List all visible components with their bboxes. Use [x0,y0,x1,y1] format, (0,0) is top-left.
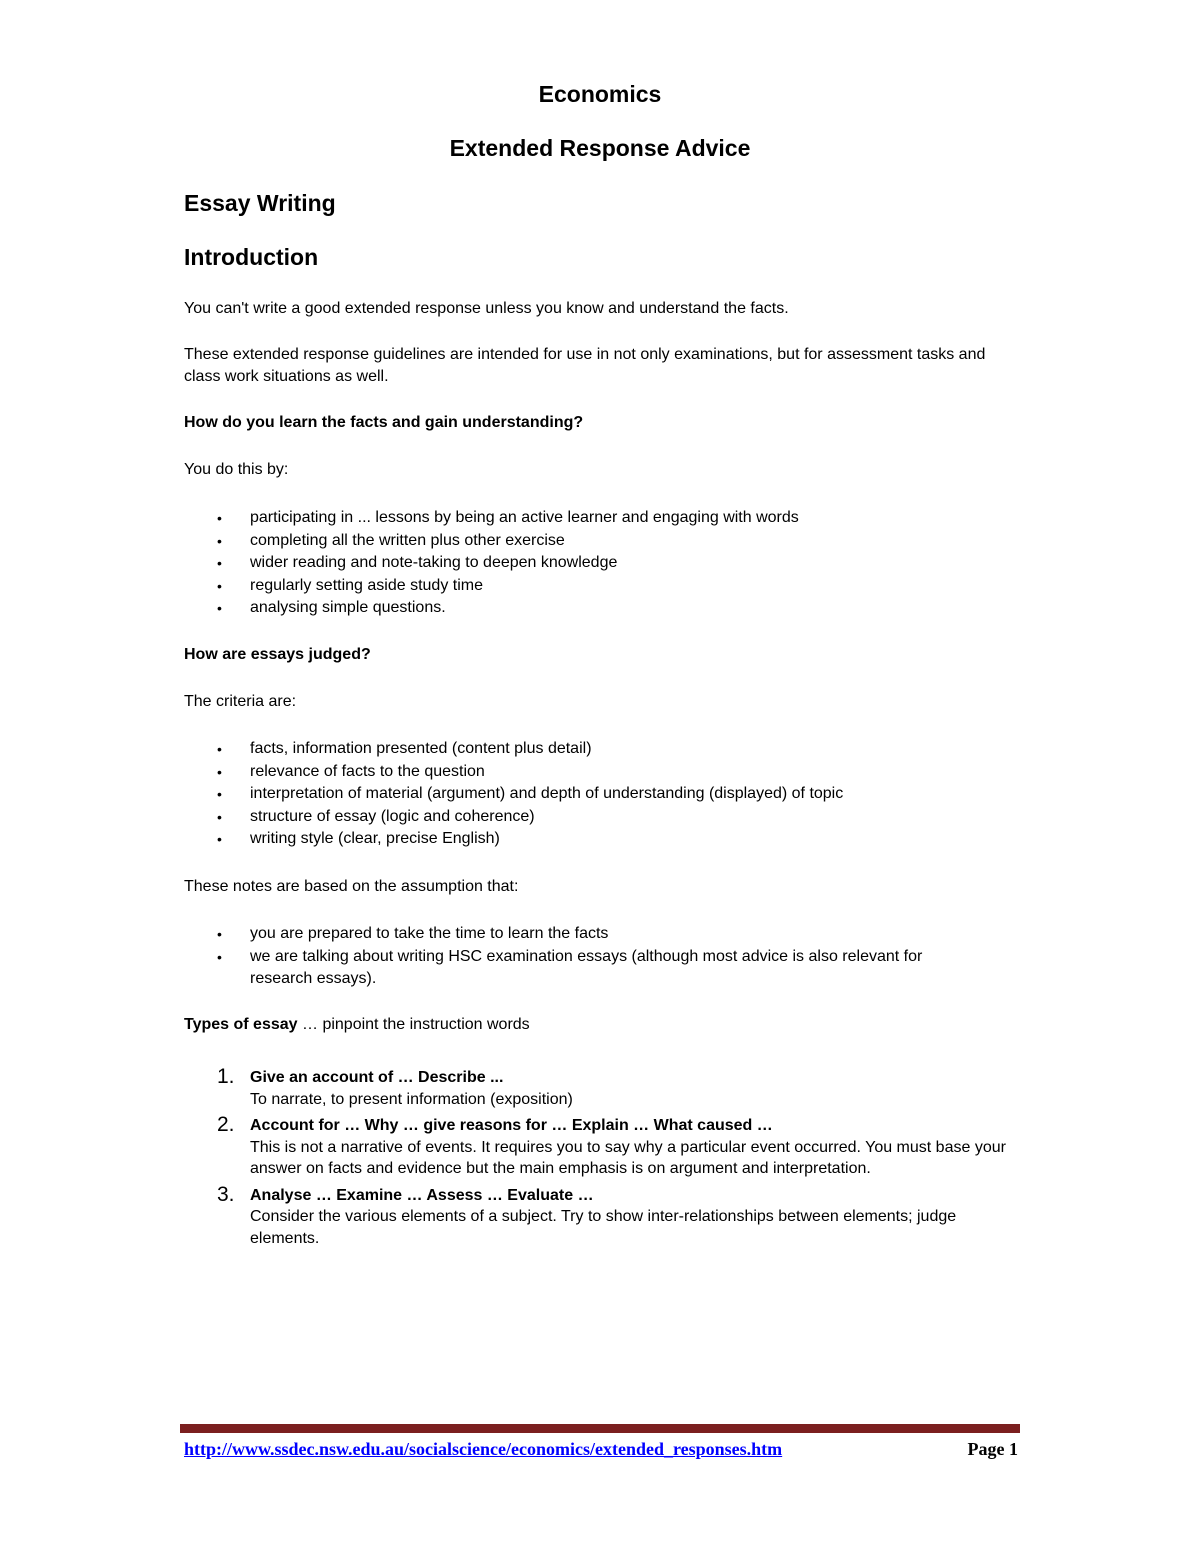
learn-question: How do you learn the facts and gain understanding? [184,414,584,431]
type-heading: Give an account of … Describe ... [250,1069,504,1086]
type-heading: Analyse … Examine … Assess … Evaluate … [250,1186,594,1204]
learn-lead: You do this by: [184,461,289,478]
list-item: • writing style (clear, precise English) [184,828,1024,851]
bullet-icon: • [217,808,222,825]
bullet-icon: • [217,926,222,942]
types-label: Types of essay [184,1016,298,1033]
list-item: • we are talking about writing HSC examination essays (although most advice is also relevant for research essays). [217,947,923,987]
bullet-icon: • [217,532,222,549]
judged-question: How are essays judged? [184,646,371,663]
footer-divider [180,1424,1020,1433]
assumption-list [184,923,984,991]
learn-list [184,507,1024,620]
list-item: • structure of essay (logic and coherence) [184,806,1024,829]
list-item: • regularly setting aside study time [184,575,1024,598]
bullet-icon: • [217,948,222,965]
list-item [184,1067,1024,1110]
bullet-icon: • [217,600,222,616]
item-number: 3. [217,1182,235,1206]
intro-heading: Introduction [184,244,319,270]
list-item: • wider reading and note-taking to deepen knowledge [184,552,1024,575]
bullet-icon: • [217,741,222,757]
bullet-icon: • [217,786,222,802]
type-heading: Account for … Why … give reasons for … Explain … What caused … [250,1117,773,1134]
types-rest: … pinpoint the instruction words [297,1016,530,1033]
list-item: • facts, information presented (content plus detail) [184,738,1024,761]
item-number: 1. [217,1065,235,1088]
types-intro [184,1014,1024,1036]
intro-paragraph-1: You can't write a good extended response unless you know and understand the facts. [184,300,789,317]
type-description: Consider the various elements of a subject. Try to show inter-relationships between elements; judge elements. [250,1208,957,1247]
bullet-icon: • [217,831,222,847]
essay-types-list [184,1067,1024,1254]
list-item: • participating in ... lessons by being an active learner and engaging with words [184,507,1024,530]
intro-paragraph-2: These extended response guidelines are intended for use in not only examinations, but for assessment tasks and class work situations as well. [184,346,986,385]
list-item: • interpretation of material (argument) and depth of understanding (displayed) of topic [184,783,1024,806]
bullet-icon: • [217,510,222,526]
bullet-icon: • [217,577,222,594]
section-heading: Essay Writing [184,190,336,216]
list-item [184,1115,1024,1180]
criteria-list [184,738,1024,851]
list-item: • completing all the written plus other exercise [184,530,1024,553]
page-number: Page 1 [967,1439,1018,1459]
footer-url-link[interactable]: http://www.ssdec.nsw.edu.au/socialscience/economics/extended_responses.htm [184,1439,783,1459]
judged-lead: The criteria are: [184,693,297,710]
bullet-icon: • [217,763,222,780]
list-item: • analysing simple questions. [184,597,1024,620]
type-description: To narrate, to present information (exposition) [250,1090,573,1108]
list-item [184,1182,1024,1250]
bullet-icon: • [217,555,222,571]
type-description: This is not a narrative of events. It requires you to say why a particular event occurred. You must base your answer on facts and evidence but the main emphasis is on argument and interpretation. [250,1138,1006,1177]
list-item: • you are prepared to take the time to learn the facts [184,923,984,946]
list-item: • relevance of facts to the question [184,761,1024,784]
document-title: Economics [538,81,662,107]
assumption-lead: These notes are based on the assumption that: [184,878,519,895]
item-number: 2. [217,1113,235,1136]
document-subtitle: Extended Response Advice [449,135,751,161]
